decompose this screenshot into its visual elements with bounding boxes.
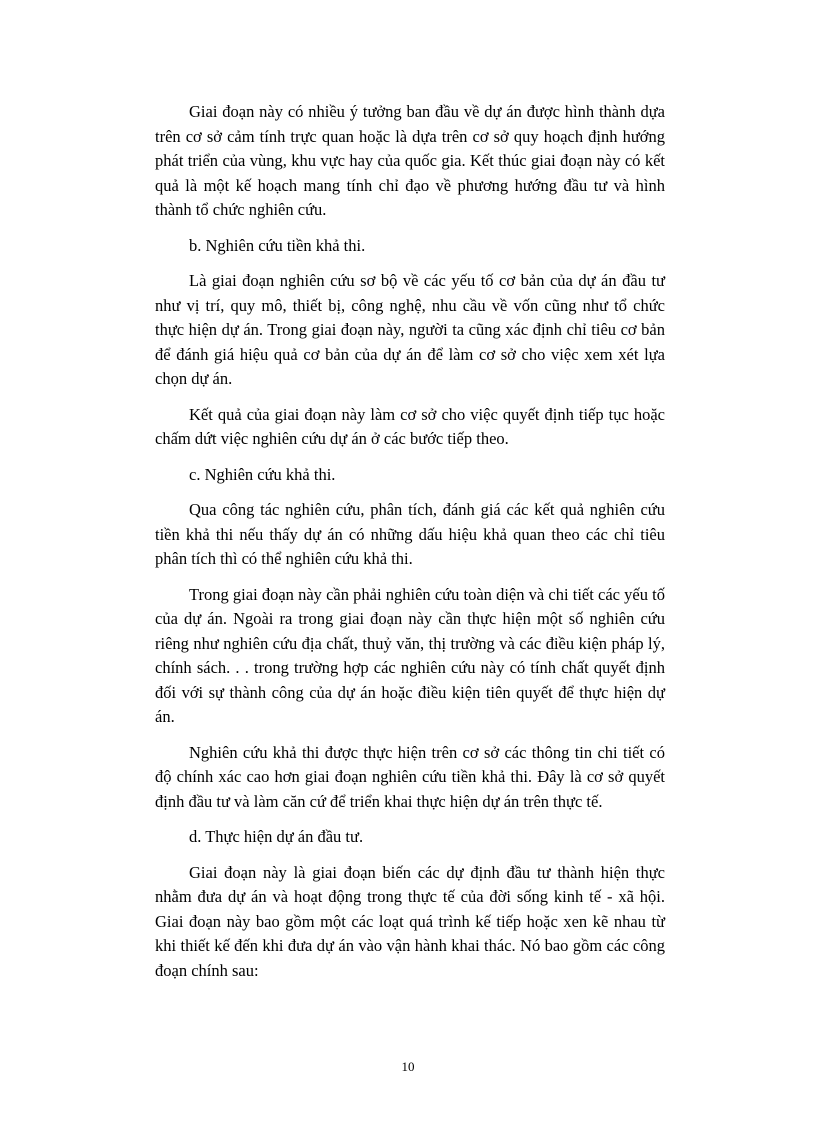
heading-implementation: d. Thực hiện dự án đầu tư. [189,827,364,846]
paragraph-feasibility-intro: Qua công tác nghiên cứu, phân tích, đánh giá các kết quả nghiên cứu tiền khả thi nếu thấy dự án có những dấu hiệu khả quan theo các chỉ tiêu phân tích thì có thể nghiên cứu khả thi. [155,500,665,568]
heading-feasibility: c. Nghiên cứu khả thi. [189,464,336,484]
paragraph-idea-stage: Giai đoạn này có nhiều ý tưởng ban đầu về dự án được hình thành dựa trên cơ sở cảm tính trực quan hoặc là dựa trên cơ sở quy hoạch định hướng phát triển của vùng, khu vực hay của quốc gia. Kết thúc giai đoạn này có kết quả là một kế hoạch mang tính chỉ đạo về phương hướng đầu tư và hình thành tổ chức nghiên cứu. [155,102,665,219]
paragraph-pre-feasibility-result: Kết quả của giai đoạn này làm cơ sở cho việc quyết định tiếp tục hoặc chấm dứt việc nghiên cứu dự án ở các bước tiếp theo. [155,404,665,448]
paragraph-pre-feasibility-definition: Là giai đoạn nghiên cứu sơ bộ về các yếu tố cơ bản của dự án đầu tư như vị trí, quy mô, thiết bị, công nghệ, nhu cầu về vốn cũng như tổ chức thực hiện dự án. Trong giai đoạn này, người ta cũng xác định chỉ tiêu cơ bản để đánh giá hiệu quả cơ bản của dự án để làm cơ sở cho việc xem xét lựa chọn dự án. [155,271,665,388]
heading-pre-feasibility: b. Nghiên cứu tiền khả thi. [189,235,366,255]
paragraph-feasibility-detail: Trong giai đoạn này cần phải nghiên cứu toàn diện và chi tiết các yếu tố của dự án. Ngoài ra trong giai đoạn này cần thực hiện một số nghiên cứu riêng như nghiên cứu địa chất, thuỷ văn, thị trường và các điều kiện pháp lý, chính sách. . . trong trường hợp các nghiên cứu này có tính chất quyết định đối với sự thành công của dự án hoặc điều kiện tiên quyết để thực hiện dự án. [155,584,665,726]
page-number: 10 [401,1059,415,1074]
paragraph-implementation: Giai đoạn này là giai đoạn biến các dự định đầu tư thành hiện thực nhằm đưa dự án và hoạt động trong thực tế của đời sống kinh tế - xã hội. Giai đoạn này bao gồm một các loạt quá trình kế tiếp hoặc xen kẽ nhau từ khi thiết kế đến khi đưa dự án vào vận hành khai thác. Nó bao gồm các công đoạn chính sau: [155,862,665,980]
document-body [155,100,665,994]
paragraph-feasibility-basis: Nghiên cứu khả thi được thực hiện trên cơ sở các thông tin chi tiết có độ chính xác cao hơn giai đoạn nghiên cứu tiền khả thi. Đây là cơ sở quyết định đầu tư và làm căn cứ để triển khai thực hiện dự án trên thực tế. [155,742,665,811]
